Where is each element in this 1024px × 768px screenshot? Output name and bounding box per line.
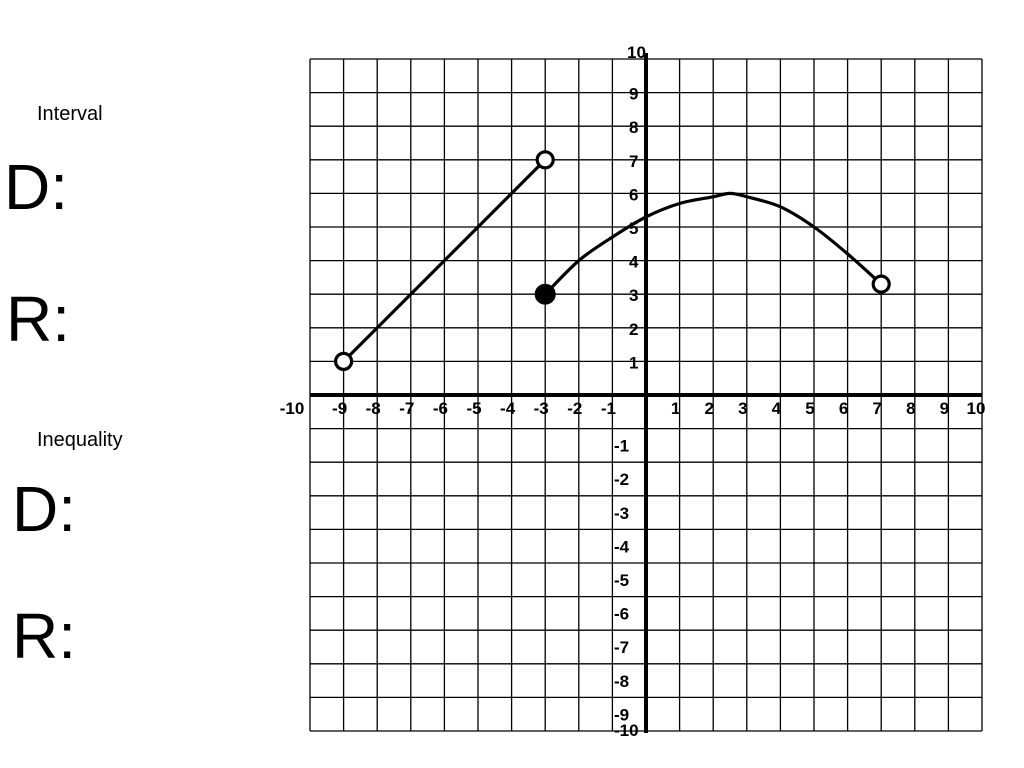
x-tick-label: 3 [738, 399, 748, 418]
x-tick-label: 1 [670, 399, 681, 418]
open-endpoint [537, 152, 553, 168]
x-tick-label: -8 [365, 399, 381, 418]
y-tick-label: 2 [629, 319, 639, 339]
x-tick-label: -2 [567, 399, 583, 418]
x-tick-label: -4 [500, 399, 516, 418]
interval-heading: Interval [37, 103, 103, 125]
tick-labels [280, 43, 986, 740]
y-tick-label: 5 [629, 219, 639, 238]
y-tick-label: -10 [614, 721, 639, 740]
y-tick-label: 8 [629, 118, 639, 138]
inequality-heading: Inequality [37, 429, 123, 451]
x-tick-label: 9 [939, 399, 950, 418]
x-tick-label: -5 [466, 399, 482, 418]
x-tick-label: 4 [771, 399, 782, 418]
x-tick-label: -9 [332, 399, 348, 418]
y-tick-label: 9 [629, 84, 639, 104]
x-tick-label: 6 [838, 399, 849, 418]
y-tick-label: 6 [629, 185, 639, 205]
y-tick-label: -8 [614, 671, 630, 691]
x-tick-label: 10 [966, 399, 986, 418]
y-tick-label: -3 [614, 503, 630, 523]
y-tick-label: -5 [614, 571, 630, 590]
x-tick-label: 7 [872, 399, 882, 418]
y-tick-label: 10 [627, 43, 646, 62]
y-tick-label: -1 [614, 436, 630, 456]
x-tick-label: -6 [432, 399, 448, 418]
x-tick-label: 5 [805, 399, 815, 418]
x-tick-label: -3 [533, 399, 549, 418]
x-tick-label: 2 [704, 399, 714, 418]
y-tick-label: -7 [614, 638, 630, 658]
open-endpoint [873, 276, 889, 292]
y-tick-label: 7 [629, 151, 639, 171]
y-tick-label: -2 [614, 470, 630, 490]
y-tick-label: -9 [614, 705, 630, 725]
y-tick-label: 1 [629, 353, 639, 373]
x-tick-label: 8 [906, 399, 916, 418]
y-tick-label: 4 [629, 252, 639, 272]
y-tick-label: -4 [614, 537, 630, 557]
closed-endpoint [535, 284, 555, 304]
y-tick-label: -6 [614, 604, 630, 624]
interval-domain-label: D: [4, 151, 68, 223]
interval-range-label: R: [6, 283, 70, 355]
x-tick-label: -7 [399, 399, 415, 418]
y-tick-label: 3 [629, 286, 639, 306]
inequality-range-label: R: [12, 600, 76, 672]
x-tick-label: -1 [600, 399, 616, 418]
open-endpoint [336, 353, 352, 369]
x-tick-label: -10 [279, 399, 305, 418]
inequality-domain-label: D: [12, 473, 76, 545]
